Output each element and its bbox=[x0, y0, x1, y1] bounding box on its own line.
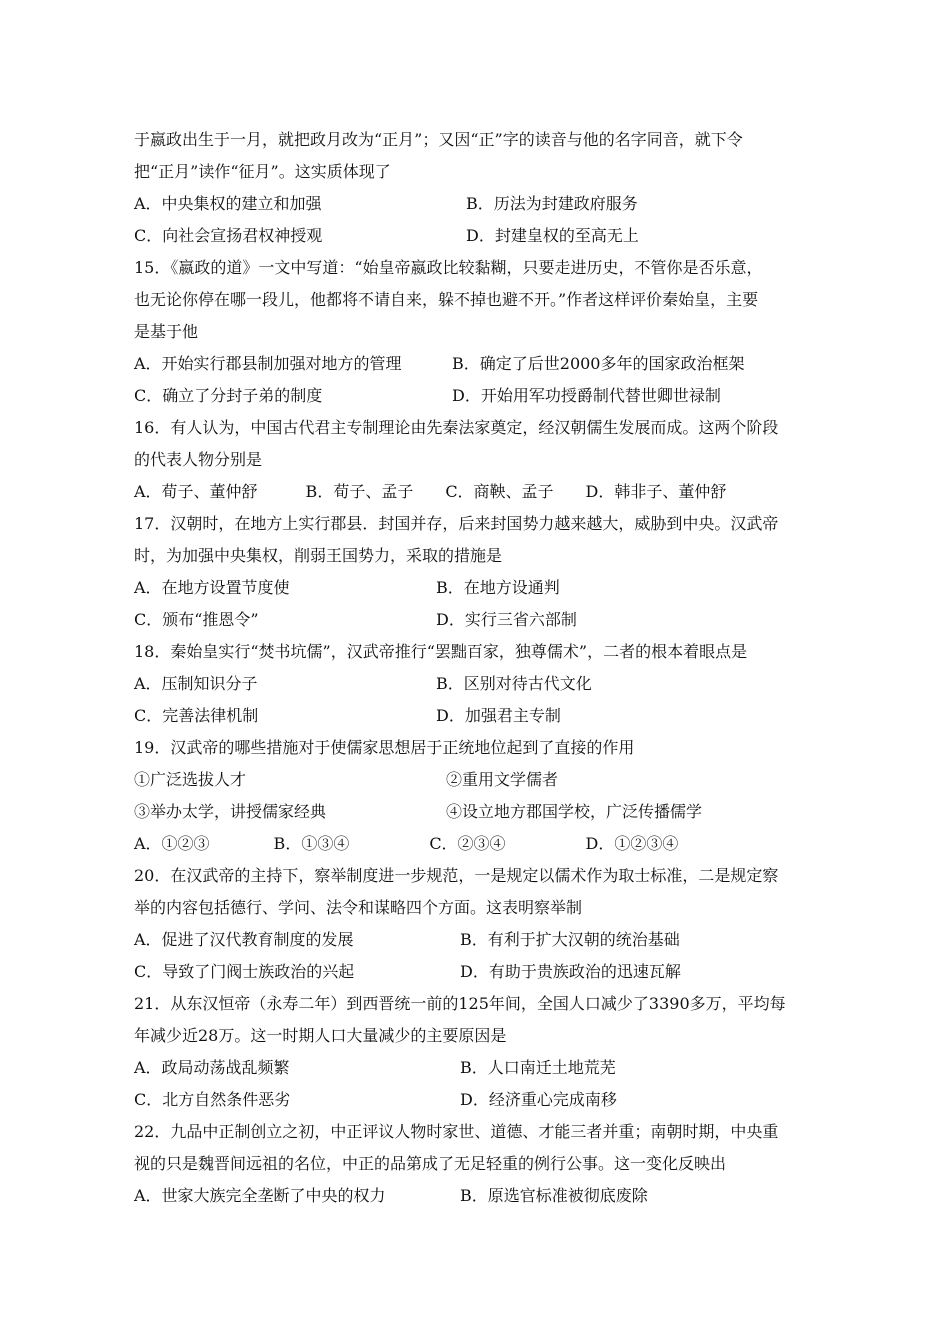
option-left: A．压制知识分子 bbox=[134, 674, 258, 693]
option-left: A．开始实行郡县制加强对地方的管理 bbox=[134, 354, 402, 373]
text-line: 是基于他 bbox=[134, 322, 199, 341]
option-left: A．中央集权的建立和加强 bbox=[134, 194, 322, 213]
text-line: 17．汉朝时，在地方上实行郡县．封国并存，后来封国势力越来越大，威胁到中央。汉武帝 bbox=[134, 514, 779, 533]
option-left: ③举办太学，讲授儒家经典 bbox=[134, 802, 327, 821]
option-right: ②重用文学儒者 bbox=[446, 770, 559, 789]
text-line: A．①②③ B．①③④ C．②③④ D．①②③④ bbox=[134, 834, 679, 853]
text-line: 年减少近28万。这一时期人口大量减少的主要原因是 bbox=[134, 1026, 507, 1045]
option-left: A．促进了汉代教育制度的发展 bbox=[134, 930, 354, 949]
text-line: 16．有人认为，中国古代君主专制理论由先秦法家奠定，经汉朝儒生发展而成。这两个阶段 bbox=[134, 418, 779, 437]
text-line: 18．秦始皇实行“焚书坑儒”，汉武帝推行“罢黜百家，独尊儒术”，二者的根本着眼点是 bbox=[134, 642, 748, 661]
text-line: 也无论你停在哪一段儿，他都将不请自来，躲不掉也避不开。”作者这样评价秦始皇，主要 bbox=[134, 290, 759, 309]
option-left: C．完善法律机制 bbox=[134, 706, 259, 725]
text-line: 视的只是魏晋间远祖的名位，中正的品第成了无足轻重的例行公事。这一变化反映出 bbox=[134, 1154, 727, 1173]
option-right: B．确定了后世2000多年的国家政治框架 bbox=[452, 354, 745, 373]
option-right: B．有利于扩大汉朝的统治基础 bbox=[460, 930, 680, 949]
option-left: A．世家大族完全垄断了中央的权力 bbox=[134, 1186, 386, 1205]
text-line: 21．从东汉恒帝（永寿二年）到西晋统一前的125年间，全国人口减少了3390多万，平均每 bbox=[134, 994, 786, 1013]
text-line: 于嬴政出生于一月，就把政月改为“正月”；又因“正”字的读音与他的名字同音，就下令 bbox=[134, 130, 743, 149]
option-right: D．加强君主专制 bbox=[436, 706, 561, 725]
option-left: C．颁布“推恩令” bbox=[134, 610, 259, 629]
text-line: 的代表人物分别是 bbox=[134, 450, 263, 469]
option-right: B．在地方设通判 bbox=[436, 578, 560, 597]
text-line: 15．《嬴政的道》一文中写道：“始皇帝嬴政比较黏糊，只要走进历史，不管你是否乐意， bbox=[134, 258, 763, 277]
text-line: 19．汉武帝的哪些措施对于使儒家思想居于正统地位起到了直接的作用 bbox=[134, 738, 635, 757]
option-right: D．封建皇权的至高无上 bbox=[466, 226, 639, 245]
option-left: C．确立了分封子弟的制度 bbox=[134, 386, 323, 405]
text-line: 把“正月”读作“征月”。这实质体现了 bbox=[134, 162, 391, 181]
text-line: 时，为加强中央集权，削弱王国势力，采取的措施是 bbox=[134, 546, 503, 565]
option-left: ①广泛选拔人才 bbox=[134, 770, 247, 789]
option-right: B．区别对待古代文化 bbox=[436, 674, 592, 693]
option-left: A．在地方设置节度使 bbox=[134, 578, 290, 597]
option-right: D．开始用军功授爵制代替世卿世禄制 bbox=[452, 386, 721, 405]
option-right: B．人口南迁土地荒芜 bbox=[460, 1058, 616, 1077]
text-line: 20．在汉武帝的主持下，察举制度进一步规范，一是规定以儒术作为取士标准，二是规定察 bbox=[134, 866, 779, 885]
text-line: 22．九品中正制创立之初，中正评议人物时家世、道德、才能三者并重；南朝时期，中央重 bbox=[134, 1122, 779, 1141]
option-right: ④设立地方郡国学校，广泛传播儒学 bbox=[446, 802, 703, 821]
option-left: C．北方自然条件恶劣 bbox=[134, 1090, 291, 1109]
option-right: D．实行三省六部制 bbox=[436, 610, 577, 629]
option-left: C．导致了门阀士族政治的兴起 bbox=[134, 962, 355, 981]
option-left: C．向社会宣扬君权神授观 bbox=[134, 226, 323, 245]
option-left: A．政局动荡战乱频繁 bbox=[134, 1058, 290, 1077]
option-right: B．历法为封建政府服务 bbox=[466, 194, 638, 213]
option-right: D．有助于贵族政治的迅速瓦解 bbox=[460, 962, 681, 981]
text-line: A．荀子、董仲舒 B．荀子、孟子 C．商鞅、孟子 D．韩非子、董仲舒 bbox=[134, 482, 727, 501]
option-right: D．经济重心完成南移 bbox=[460, 1090, 617, 1109]
option-right: B．原选官标准被彻底废除 bbox=[460, 1186, 648, 1205]
text-line: 举的内容包括德行、学问、法令和谋略四个方面。这表明察举制 bbox=[134, 898, 583, 917]
